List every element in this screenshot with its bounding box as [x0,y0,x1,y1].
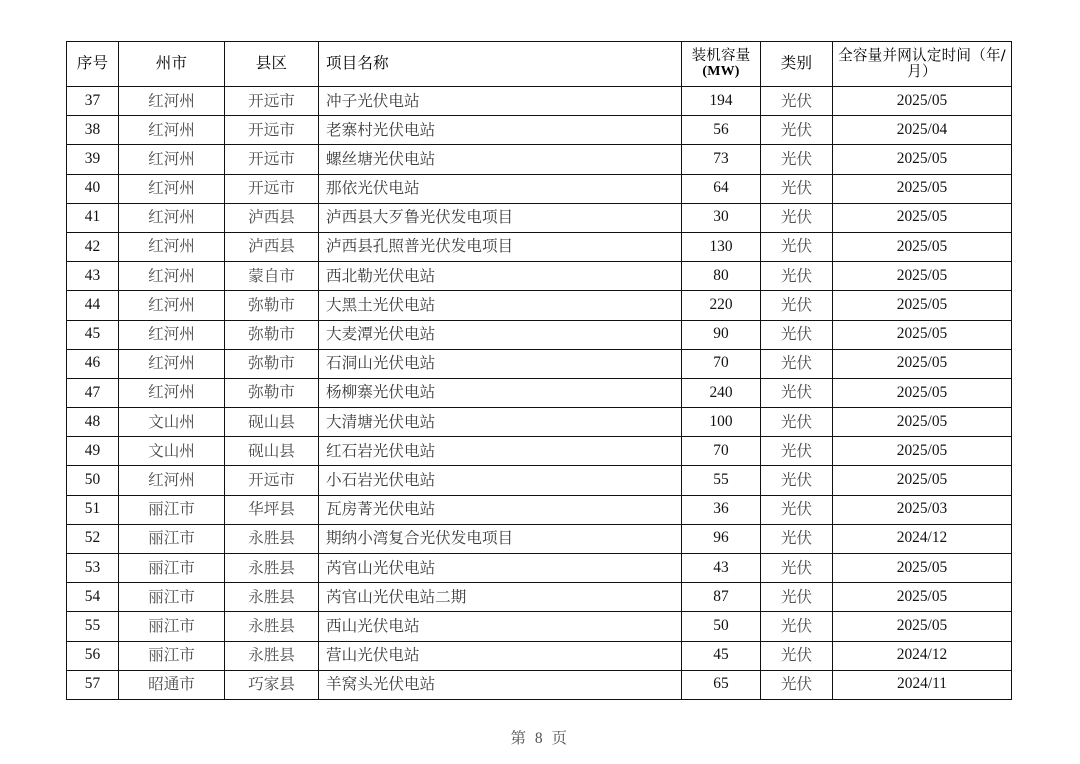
cell-project-name: 瓦房菁光伏电站 [319,495,682,524]
cell-county: 华坪县 [225,495,319,524]
cell-grid-date: 2025/05 [833,320,1012,349]
cell-county: 砚山县 [225,437,319,466]
cell-seq: 54 [67,583,119,612]
cell-city: 丽江市 [119,495,225,524]
cell-capacity: 80 [682,262,761,291]
cell-capacity: 70 [682,349,761,378]
project-table [66,41,1012,700]
cell-type: 光伏 [761,262,833,291]
cell-capacity: 130 [682,232,761,261]
cell-county: 泸西县 [225,232,319,261]
cell-capacity: 30 [682,203,761,232]
table-row [67,554,1012,583]
cell-grid-date: 2025/05 [833,554,1012,583]
table-row [67,524,1012,553]
cell-city: 丽江市 [119,641,225,670]
cell-grid-date: 2025/05 [833,291,1012,320]
cell-project-name: 泸西县孔照普光伏发电项目 [319,232,682,261]
cell-seq: 46 [67,349,119,378]
cell-type: 光伏 [761,145,833,174]
cell-city: 丽江市 [119,583,225,612]
cell-county: 弥勒市 [225,349,319,378]
cell-seq: 52 [67,524,119,553]
cell-project-name: 期纳小湾复合光伏发电项目 [319,524,682,553]
cell-city: 红河州 [119,203,225,232]
cell-type: 光伏 [761,466,833,495]
cell-grid-date: 2025/05 [833,612,1012,641]
cell-seq: 47 [67,378,119,407]
table-row [67,466,1012,495]
cell-seq: 45 [67,320,119,349]
cell-grid-date: 2025/05 [833,87,1012,116]
cell-grid-date: 2025/03 [833,495,1012,524]
cell-grid-date: 2025/05 [833,145,1012,174]
cell-grid-date: 2025/05 [833,203,1012,232]
table-row [67,174,1012,203]
cell-grid-date: 2025/05 [833,466,1012,495]
cell-capacity: 70 [682,437,761,466]
cell-city: 红河州 [119,349,225,378]
cell-city: 红河州 [119,232,225,261]
cell-grid-date: 2025/05 [833,437,1012,466]
cell-project-name: 冲子光伏电站 [319,87,682,116]
cell-city: 红河州 [119,320,225,349]
cell-capacity: 90 [682,320,761,349]
table-row [67,408,1012,437]
table-row [67,262,1012,291]
cell-grid-date: 2025/05 [833,349,1012,378]
cell-grid-date: 2025/05 [833,232,1012,261]
cell-project-name: 大清塘光伏电站 [319,408,682,437]
table-row [67,583,1012,612]
cell-type: 光伏 [761,437,833,466]
cell-type: 光伏 [761,320,833,349]
cell-county: 永胜县 [225,554,319,583]
cell-project-name: 西山光伏电站 [319,612,682,641]
column-header-type: 类别 [761,42,833,87]
cell-type: 光伏 [761,174,833,203]
cell-project-name: 螺丝塘光伏电站 [319,145,682,174]
table-row [67,437,1012,466]
table-row [67,349,1012,378]
cell-county: 砚山县 [225,408,319,437]
cell-grid-date: 2024/12 [833,524,1012,553]
cell-project-name: 泸西县大歹鲁光伏发电项目 [319,203,682,232]
cell-seq: 56 [67,641,119,670]
cell-project-name: 红石岩光伏电站 [319,437,682,466]
table-row [67,641,1012,670]
cell-capacity: 65 [682,670,761,699]
cell-type: 光伏 [761,203,833,232]
table-row [67,612,1012,641]
cell-type: 光伏 [761,378,833,407]
table-header [67,42,1012,87]
cell-capacity: 96 [682,524,761,553]
cell-capacity: 73 [682,145,761,174]
cell-capacity: 55 [682,466,761,495]
cell-county: 永胜县 [225,583,319,612]
cell-city: 红河州 [119,145,225,174]
cell-seq: 44 [67,291,119,320]
cell-grid-date: 2025/05 [833,408,1012,437]
cell-type: 光伏 [761,87,833,116]
cell-county: 弥勒市 [225,378,319,407]
cell-project-name: 芮官山光伏电站 [319,554,682,583]
cell-county: 开远市 [225,116,319,145]
table-row [67,495,1012,524]
cell-county: 开远市 [225,466,319,495]
cell-county: 开远市 [225,87,319,116]
cell-project-name: 石洞山光伏电站 [319,349,682,378]
cell-city: 文山州 [119,408,225,437]
column-header-capacity [682,42,761,87]
cell-capacity: 64 [682,174,761,203]
cell-project-name: 羊窝头光伏电站 [319,670,682,699]
table-row [67,670,1012,699]
cell-capacity: 194 [682,87,761,116]
cell-county: 巧家县 [225,670,319,699]
table-body [67,87,1012,700]
cell-county: 泸西县 [225,203,319,232]
cell-city: 红河州 [119,466,225,495]
cell-project-name: 杨柳寨光伏电站 [319,378,682,407]
cell-city: 丽江市 [119,612,225,641]
cell-project-name: 那依光伏电站 [319,174,682,203]
cell-type: 光伏 [761,408,833,437]
cell-capacity: 43 [682,554,761,583]
cell-seq: 51 [67,495,119,524]
cell-type: 光伏 [761,232,833,261]
cell-grid-date: 2025/04 [833,116,1012,145]
column-header-seq: 序号 [67,42,119,87]
cell-capacity: 87 [682,583,761,612]
cell-project-name: 芮官山光伏电站二期 [319,583,682,612]
cell-capacity: 240 [682,378,761,407]
cell-type: 光伏 [761,670,833,699]
column-header-project-name: 项目名称 [319,42,682,87]
table-row [67,232,1012,261]
cell-seq: 43 [67,262,119,291]
cell-type: 光伏 [761,554,833,583]
cell-county: 永胜县 [225,641,319,670]
cell-capacity: 45 [682,641,761,670]
cell-grid-date: 2025/05 [833,378,1012,407]
cell-city: 丽江市 [119,524,225,553]
cell-grid-date: 2024/12 [833,641,1012,670]
cell-city: 红河州 [119,291,225,320]
cell-seq: 42 [67,232,119,261]
cell-city: 红河州 [119,87,225,116]
cell-seq: 41 [67,203,119,232]
cell-city: 红河州 [119,174,225,203]
cell-county: 蒙自市 [225,262,319,291]
cell-grid-date: 2025/05 [833,262,1012,291]
cell-grid-date: 2025/05 [833,583,1012,612]
cell-seq: 48 [67,408,119,437]
cell-type: 光伏 [761,495,833,524]
cell-type: 光伏 [761,349,833,378]
cell-city: 红河州 [119,378,225,407]
cell-project-name: 大麦潭光伏电站 [319,320,682,349]
cell-city: 红河州 [119,262,225,291]
page-number-footer: 第 8 页 [510,730,570,747]
table-header-row [67,42,1012,87]
cell-city: 红河州 [119,116,225,145]
cell-seq: 37 [67,87,119,116]
cell-seq: 50 [67,466,119,495]
cell-capacity: 220 [682,291,761,320]
cell-capacity: 50 [682,612,761,641]
cell-type: 光伏 [761,524,833,553]
table-row [67,116,1012,145]
cell-county: 开远市 [225,145,319,174]
column-header-capacity-text: 装机容量 [691,48,751,65]
cell-type: 光伏 [761,583,833,612]
cell-type: 光伏 [761,116,833,145]
cell-grid-date: 2025/05 [833,174,1012,203]
cell-project-name: 老寨村光伏电站 [319,116,682,145]
table-row [67,87,1012,116]
table-row [67,378,1012,407]
cell-seq: 38 [67,116,119,145]
cell-county: 弥勒市 [225,291,319,320]
cell-county: 开远市 [225,174,319,203]
cell-capacity: 56 [682,116,761,145]
cell-capacity: 36 [682,495,761,524]
cell-city: 丽江市 [119,554,225,583]
cell-seq: 53 [67,554,119,583]
cell-type: 光伏 [761,641,833,670]
table-row [67,145,1012,174]
cell-project-name: 大黑土光伏电站 [319,291,682,320]
cell-county: 永胜县 [225,612,319,641]
cell-seq: 55 [67,612,119,641]
table-row [67,320,1012,349]
cell-capacity: 100 [682,408,761,437]
cell-type: 光伏 [761,612,833,641]
cell-project-name: 营山光伏电站 [319,641,682,670]
cell-seq: 40 [67,174,119,203]
project-table-container [66,41,1011,700]
cell-county: 永胜县 [225,524,319,553]
cell-seq: 49 [67,437,119,466]
cell-city: 昭通市 [119,670,225,699]
cell-seq: 39 [67,145,119,174]
column-header-capacity-unit: (MW) [702,64,740,80]
column-header-county: 县区 [225,42,319,87]
cell-seq: 57 [67,670,119,699]
cell-project-name: 小石岩光伏电站 [319,466,682,495]
table-row [67,203,1012,232]
column-header-grid-date: 全容量并网认定时间（年/月） [833,42,1012,87]
cell-type: 光伏 [761,291,833,320]
cell-grid-date: 2024/11 [833,670,1012,699]
cell-project-name: 西北勒光伏电站 [319,262,682,291]
table-row [67,291,1012,320]
column-header-city: 州市 [119,42,225,87]
cell-city: 文山州 [119,437,225,466]
cell-county: 弥勒市 [225,320,319,349]
